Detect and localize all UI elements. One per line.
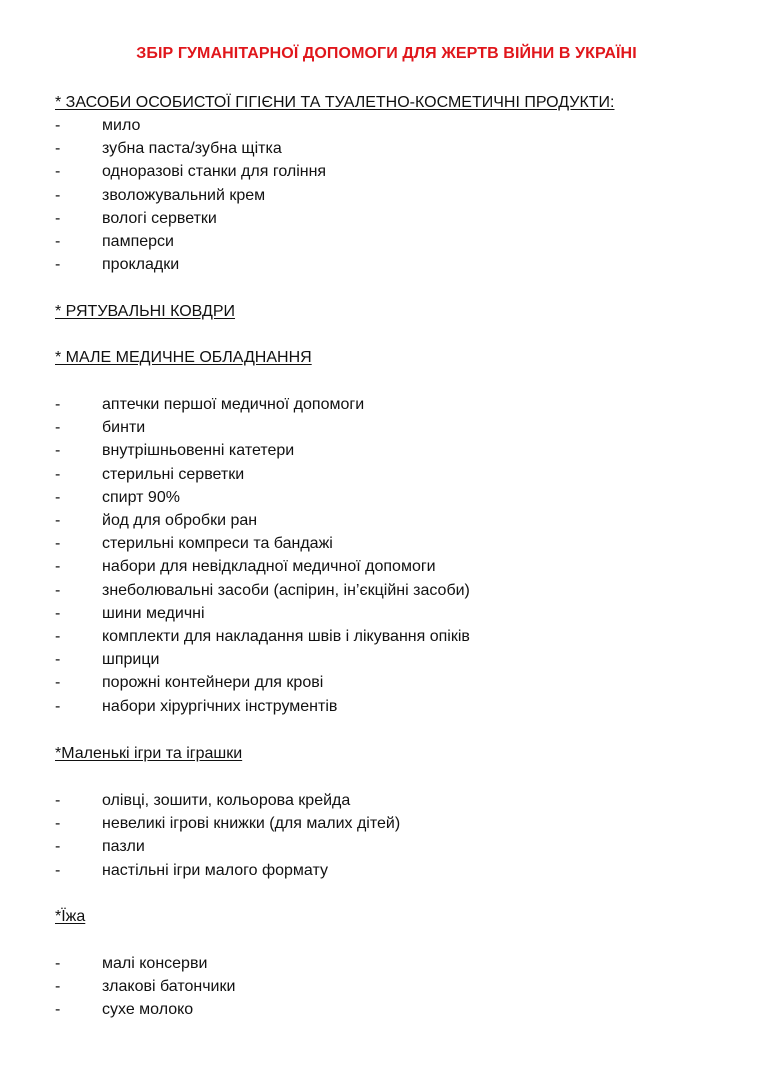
list-item xyxy=(0,838,773,861)
list-item xyxy=(0,792,773,815)
list-item-text: зволожувальний крем xyxy=(102,187,266,204)
list-item-text: комплекти для накладання швів і лікування опіків xyxy=(102,628,470,645)
list-item xyxy=(0,256,773,279)
list-item xyxy=(0,651,773,674)
list-item xyxy=(0,187,773,210)
list-item-text: бинти xyxy=(102,419,146,436)
list-bullet: - xyxy=(55,210,61,227)
list-item-text: внутрішньовенні катетери xyxy=(102,442,295,459)
list-item-text: мило xyxy=(102,117,141,134)
list-bullet: - xyxy=(55,466,61,483)
list-item-text: зубна паста/зубна щітка xyxy=(102,140,282,157)
list-bullet: - xyxy=(55,838,61,855)
list-item xyxy=(0,140,773,163)
list-item xyxy=(0,674,773,697)
list-item xyxy=(0,628,773,651)
list-item-text: одноразові станки для гоління xyxy=(102,163,327,180)
list-item-text: шприци xyxy=(102,651,160,668)
list-item-text: памперси xyxy=(102,233,174,250)
list-item xyxy=(0,978,773,1001)
list-bullet: - xyxy=(55,140,61,157)
list-bullet: - xyxy=(55,117,61,134)
list-bullet: - xyxy=(55,396,61,413)
list-item-text: сухе молоко xyxy=(102,1001,194,1018)
list-bullet: - xyxy=(55,163,61,180)
list-bullet: - xyxy=(55,442,61,459)
list-item-text: набори хірургічних інструментів xyxy=(102,698,338,715)
list-item-text: настільні ігри малого формату xyxy=(102,862,328,879)
list-item xyxy=(0,419,773,442)
list-item-text: олівці, зошити, кольорова крейда xyxy=(102,792,351,809)
section-heading: * МАЛЕ МЕДИЧНЕ ОБЛАДНАННЯ xyxy=(55,349,312,366)
list-bullet: - xyxy=(55,1001,61,1018)
list-item xyxy=(0,396,773,419)
list-item-text: злакові батончики xyxy=(102,978,236,995)
list-item-text: спирт 90% xyxy=(102,489,180,506)
list-item xyxy=(0,815,773,838)
list-item xyxy=(0,535,773,558)
list-item-text: знеболювальні засоби (аспірин, ін’єкційні засоби) xyxy=(102,582,470,599)
list-item-text: вологі серветки xyxy=(102,210,217,227)
list-bullet: - xyxy=(55,628,61,645)
list-item-text: стерильні компреси та бандажі xyxy=(102,535,333,552)
list-bullet: - xyxy=(55,815,61,832)
list-item xyxy=(0,605,773,628)
list-item xyxy=(0,512,773,535)
list-bullet: - xyxy=(55,605,61,622)
list-bullet: - xyxy=(55,862,61,879)
list-item xyxy=(0,117,773,140)
list-bullet: - xyxy=(55,233,61,250)
list-item xyxy=(0,210,773,233)
list-item-text: прокладки xyxy=(102,256,180,273)
section-heading: *Маленькі ігри та іграшки xyxy=(55,745,243,762)
list-item-text: малі консерви xyxy=(102,955,208,972)
list-item xyxy=(0,558,773,581)
section-heading: * ЗАСОБИ ОСОБИСТОЇ ГІГІЄНИ ТА ТУАЛЕТНО-КОСМЕТИЧНІ ПРОДУКТИ: xyxy=(55,94,615,111)
list-item xyxy=(0,955,773,978)
list-item-text: шини медичні xyxy=(102,605,205,622)
list-bullet: - xyxy=(55,955,61,972)
list-bullet: - xyxy=(55,674,61,691)
list-item-text: аптечки першої медичної допомоги xyxy=(102,396,365,413)
list-item xyxy=(0,466,773,489)
list-item xyxy=(0,582,773,605)
list-bullet: - xyxy=(55,187,61,204)
list-item-text: невеликі ігрові книжки (для малих дітей) xyxy=(102,815,401,832)
list-bullet: - xyxy=(55,256,61,273)
list-bullet: - xyxy=(55,651,61,668)
list-item-text: стерильні серветки xyxy=(102,466,245,483)
list-item-text: порожні контейнери для крові xyxy=(102,674,324,691)
list-bullet: - xyxy=(55,582,61,599)
list-bullet: - xyxy=(55,535,61,552)
list-item xyxy=(0,442,773,465)
list-bullet: - xyxy=(55,978,61,995)
list-item xyxy=(0,1001,773,1024)
list-item xyxy=(0,489,773,512)
list-item xyxy=(0,862,773,885)
section-heading: * РЯТУВАЛЬНІ КОВДРИ xyxy=(55,303,236,320)
document-title: ЗБІР ГУМАНІТАРНОЇ ДОПОМОГИ ДЛЯ ЖЕРТВ ВІЙНИ В УКРАЇНІ xyxy=(136,45,637,62)
list-bullet: - xyxy=(55,419,61,436)
list-item-text: набори для невідкладної медичної допомоги xyxy=(102,558,436,575)
list-item-text: йод для обробки ран xyxy=(102,512,258,529)
list-bullet: - xyxy=(55,512,61,529)
list-item xyxy=(0,698,773,721)
list-bullet: - xyxy=(55,698,61,715)
list-bullet: - xyxy=(55,558,61,575)
list-bullet: - xyxy=(55,489,61,506)
list-item xyxy=(0,163,773,186)
section-heading: *Їжа xyxy=(55,908,86,925)
list-item-text: пазли xyxy=(102,838,145,855)
list-item xyxy=(0,233,773,256)
list-bullet: - xyxy=(55,792,61,809)
